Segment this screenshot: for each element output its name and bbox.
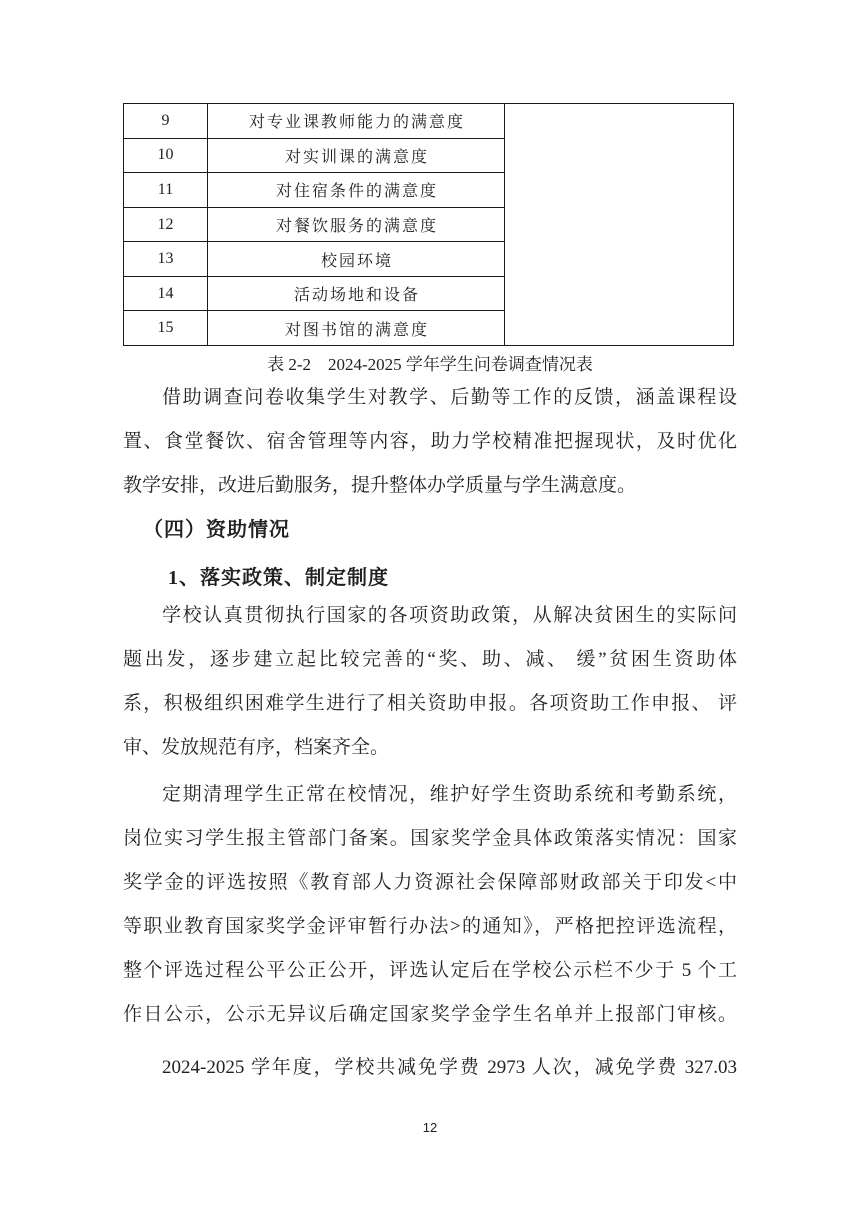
- merged-empty-cell: [504, 104, 733, 345]
- text-line: 审、发放规范有序，档案齐全。: [123, 737, 390, 758]
- row-label-cell: 活动场地和设备: [293, 287, 420, 305]
- text-line: 学校认真贯彻执行国家的各项资助政策，从解决贫困生的实际问: [162, 605, 737, 626]
- table-row: [124, 139, 504, 174]
- table-row: [124, 173, 504, 208]
- text-line: 借助调查问卷收集学生对教学、后勤等工作的反馈，涵盖课程设: [162, 387, 737, 408]
- text-line: 等职业教育国家奖学金评审暂行办法>的通知》，严格把控评选流程，: [123, 916, 737, 937]
- text-line: 整个评选过程公平公正公开，评选认定后在学校公示栏不少于 5 个工: [123, 960, 737, 981]
- row-label-cell: 对专业课教师能力的满意度: [248, 114, 465, 132]
- row-label-cell: 对餐饮服务的满意度: [275, 218, 438, 236]
- text-line: 岗位实习学生报主管部门备案。国家奖学金具体政策落实情况：国家: [123, 828, 737, 849]
- text-line: 系，积极组织困难学生进行了相关资助申报。各项资助工作申报、 评: [123, 693, 737, 714]
- row-label-cell: 对图书馆的满意度: [284, 321, 429, 339]
- row-number-cell: 10: [124, 139, 208, 173]
- paragraph-scholarship-policy: [123, 773, 737, 1037]
- survey-table: [123, 103, 734, 346]
- paragraph-funding-system: [123, 594, 737, 770]
- row-number-cell: 13: [124, 242, 208, 276]
- row-number-cell: 9: [124, 104, 208, 138]
- table-row: [124, 208, 504, 243]
- row-number-cell: 11: [124, 173, 208, 207]
- text-line: 奖学金的评选按照《教育部人力资源社会保障部财政部关于印发<中: [123, 872, 737, 893]
- section-heading-funding: （四）资助情况: [143, 519, 290, 541]
- sub-heading-policy: 1、落实政策、制定制度: [168, 567, 389, 589]
- row-label-cell: 对住宿条件的满意度: [275, 183, 438, 201]
- row-number-cell: 15: [124, 311, 208, 345]
- table-row: [124, 104, 504, 139]
- row-number-cell: 14: [124, 277, 208, 311]
- text-line: 置、食堂餐饮、宿舍管理等内容，助力学校精准把握现状，及时优化: [123, 431, 737, 452]
- text-line: 作日公示，公示无异议后确定国家奖学金学生名单并上报部门审核。: [123, 1004, 737, 1025]
- row-number-cell: 12: [124, 208, 208, 242]
- table-row: [124, 277, 504, 312]
- page-number: 12: [422, 1120, 438, 1135]
- table-row: [124, 311, 504, 345]
- text-line: 题出发，逐步建立起比较完善的“奖、助、减、 缓”贫困生资助体: [123, 649, 737, 670]
- paragraph-tuition-waiver: [123, 1046, 737, 1090]
- text-line: 定期清理学生正常在校情况，维护好学生资助系统和考勤系统，: [162, 784, 737, 805]
- table-row: [124, 242, 504, 277]
- table-caption: 表 2-2 2024-2025 学年学生问卷调查情况表: [267, 355, 593, 374]
- row-label-cell: 对实训课的满意度: [284, 148, 429, 166]
- text-line: 2024-2025 学年度，学校共减免学费 2973 人次，减免学费 327.03: [162, 1057, 737, 1078]
- table-rows-area: [124, 104, 504, 345]
- text-line: 教学安排，改进后勤服务，提升整体办学质量与学生满意度。: [123, 475, 637, 496]
- row-label-cell: 校园环境: [320, 252, 393, 270]
- paragraph-survey-summary: [123, 376, 737, 508]
